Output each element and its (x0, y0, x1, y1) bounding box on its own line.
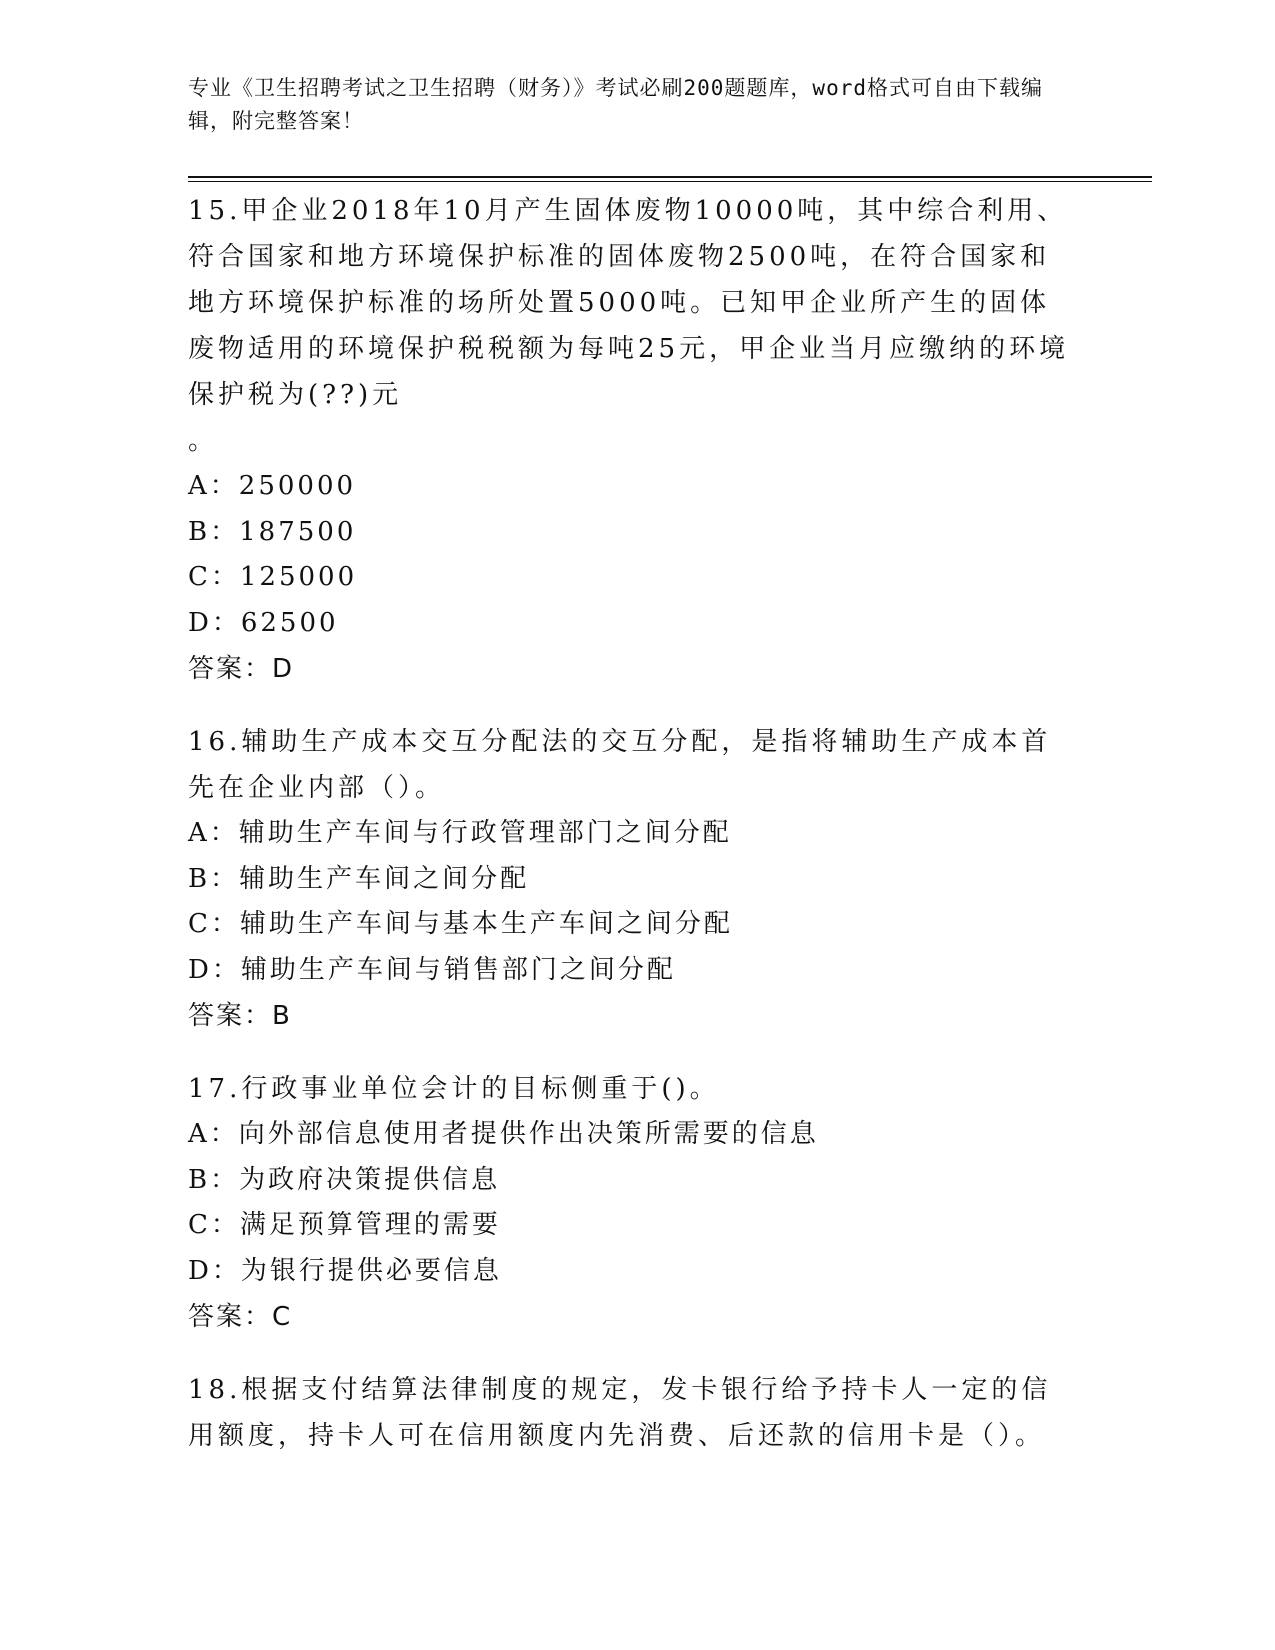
question-stem: 18.根据支付结算法律制度的规定，发卡银行给予持卡人一定的信用额度，持卡人可在信用额度内先消费、后还款的信用卡是（）。 (188, 1375, 1052, 1451)
question-list (188, 188, 1078, 1486)
option-d: D：62500 (188, 607, 339, 638)
option-c: C：满足预算管理的需要 (188, 1210, 501, 1240)
question-15 (188, 188, 1078, 692)
question-stem: 16.辅助生产成本交互分配法的交互分配，是指将辅助生产成本首先在企业内部（）。 (188, 727, 1052, 803)
option-d: D：辅助生产车间与销售部门之间分配 (188, 954, 676, 985)
question-stem: 15.甲企业2018年10月产生固体废物10000吨，其中综合利用、符合国家和地方环境保护标准的固体废物2500吨，在符合国家和地方环境保护标准的场所处置5000吨。已知甲企业所产生的固体废物适用的环境保护税税额为每吨25元，甲企业当月应缴纳的环境保护税为(??)元 (188, 196, 1070, 410)
question-stem-tail: 。 (188, 426, 219, 456)
option-a: A：向外部信息使用者提供作出决策所需要的信息 (188, 1119, 819, 1149)
question-18 (188, 1367, 1078, 1459)
answer-line: 答案：D (188, 654, 295, 684)
option-c: C：125000 (188, 562, 358, 592)
question-16 (188, 719, 1078, 1039)
option-b: B：辅助生产车间之间分配 (188, 863, 530, 894)
option-d: D：为银行提供必要信息 (188, 1255, 502, 1286)
option-b: B：为政府决策提供信息 (188, 1164, 501, 1195)
option-a: A：250000 (188, 471, 357, 501)
header-divider-thick (188, 176, 1152, 178)
answer-line: 答案：B (188, 1001, 292, 1031)
header-divider-thin (188, 181, 1152, 182)
document-header: 专业《卫生招聘考试之卫生招聘（财务）》考试必刷200题题库，word格式可自由下载编辑，附完整答案！ (188, 76, 1043, 133)
option-c: C：辅助生产车间与基本生产车间之间分配 (188, 909, 733, 939)
option-a: A：辅助生产车间与行政管理部门之间分配 (188, 818, 732, 848)
question-stem: 17.行政事业单位会计的目标侧重于()。 (188, 1074, 720, 1104)
question-17 (188, 1066, 1078, 1340)
answer-line: 答案：C (188, 1302, 293, 1332)
option-b: B：187500 (188, 516, 357, 547)
